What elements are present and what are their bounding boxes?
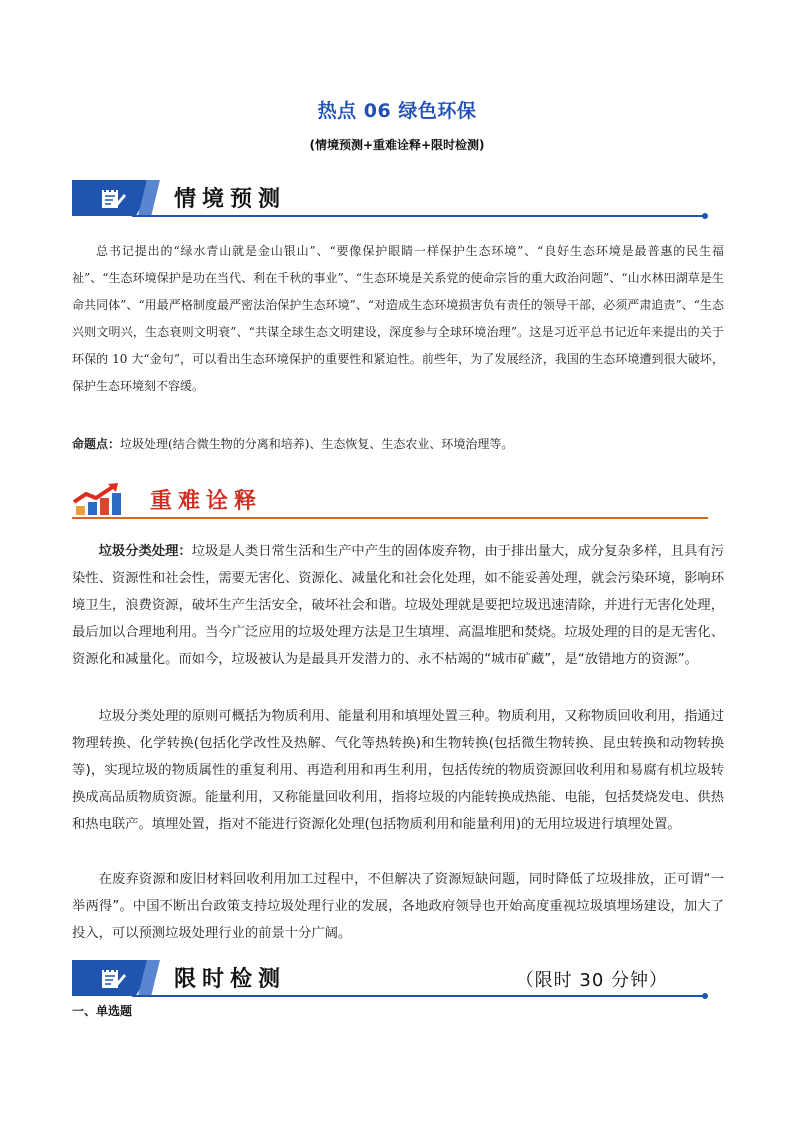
section-heading: 重难诠释	[150, 488, 263, 514]
analysis-paragraph-1: 垃圾分类处理：垃圾是人类日常生活和生产中产生的固体废弃物，由于排出量大，成分复杂多样，且具有污染性、资源性和社会性，需要无害化、资源化、减量化和社会化处理，如不能妥善处理，就会污染环境，影响环境卫生，浪费资源，破坏生产生活安全，破坏社会和谐。垃圾处理就是要把垃圾迅速清除，并进行无害化处理，最后加以合理地利用。当今广泛应用的垃圾处理方法是卫生填埋、高温堆肥和焚烧。垃圾处理的目的是无害化、资源化和减量化。而如今，垃圾被认为是最具开发潜力的、永不枯竭的“城市矿藏”，是“放错地方的资源”。	[72, 544, 725, 667]
section-heading: 情境预测	[174, 186, 287, 212]
section-header-analysis	[72, 480, 708, 520]
topic-line	[72, 434, 722, 454]
section-header-test	[72, 960, 708, 1000]
section-rule	[132, 215, 704, 217]
page-subtitle: (情境预测+重难诠释+限时检测)	[309, 138, 485, 152]
bar-chart-arrow-icon	[72, 482, 130, 516]
section-heading: 限时检测	[174, 966, 287, 992]
time-limit-label: （限时 30 分钟）	[515, 970, 668, 991]
page-title: 热点 06 绿色环保	[317, 100, 477, 122]
notepad-pencil-icon	[100, 966, 126, 990]
topic-text: 垃圾处理(结合微生物的分离和培养)、生态恢复、生态农业、环境治理等。	[120, 437, 514, 451]
notepad-pencil-icon	[100, 186, 126, 210]
analysis-paragraph-2: 垃圾分类处理的原则可概括为物质利用、能量利用和填埋处置三种。物质利用，又称物质回收利用，指通过物理转换、化学转换(包括化学改性及热解、气化等热转换)和生物转换(包括微生物转换、昆虫转换和动物转换等)，实现垃圾的物质属性的重复利用、再造利用和再生利用，包括传统的物质资源回收利用和易腐有机垃圾转换成高品质物质资源。能量利用，又称能量回收利用，指将垃圾的内能转换成热能、电能，包括焚烧发电、供热和热电联产。填埋处置，指对不能进行资源化处理(包括物质利用和能量利用)的无用垃圾进行填埋处置。	[72, 709, 724, 832]
analysis-paragraph-3: 在废弃资源和废旧材料回收利用加工过程中，不但解决了资源短缺问题，同时降低了垃圾排放，正可谓“一举两得”。中国不断出台政策支持垃圾处理行业的发展，各地政府领导也开始高度重视垃圾填埋场建设，加大了投入，可以预测垃圾处理行业的前景十分广阔。	[72, 872, 724, 941]
scenario-paragraph: 总书记提出的“绿水青山就是金山银山”、“要像保护眼睛一样保护生态环境”、“良好生态环境是最普惠的民生福祉”、“生态环境保护是功在当代、利在千秋的事业”、“生态环境是关系党的使命宗旨的重大政治问题”、“山水林田湖草是生命共同体”、“用最严格制度最严密法治保护生态环境”、“对造成生态环境损害负有责任的领导干部，必须严肃追责”、“生态兴则文明兴，生态衰则文明衰”、“共谋全球生态文明建设，深度参与全球环境治理”。这是习近平总书记近年来提出的关于环保的 10 大“金句”，可以看出生态环境保护的重要性和紧迫性。前些年，为了发展经济，我国的生态环境遭到很大破坏，保护生态环境刻不容缓。	[72, 244, 724, 393]
section-rule	[72, 517, 708, 519]
section-header-scenario	[72, 180, 708, 220]
section-rule	[132, 995, 704, 997]
lead-label: 垃圾分类处理：	[98, 544, 192, 559]
question-type-heading: 一、单选题	[72, 1004, 133, 1018]
topic-label: 命题点：	[72, 437, 121, 451]
